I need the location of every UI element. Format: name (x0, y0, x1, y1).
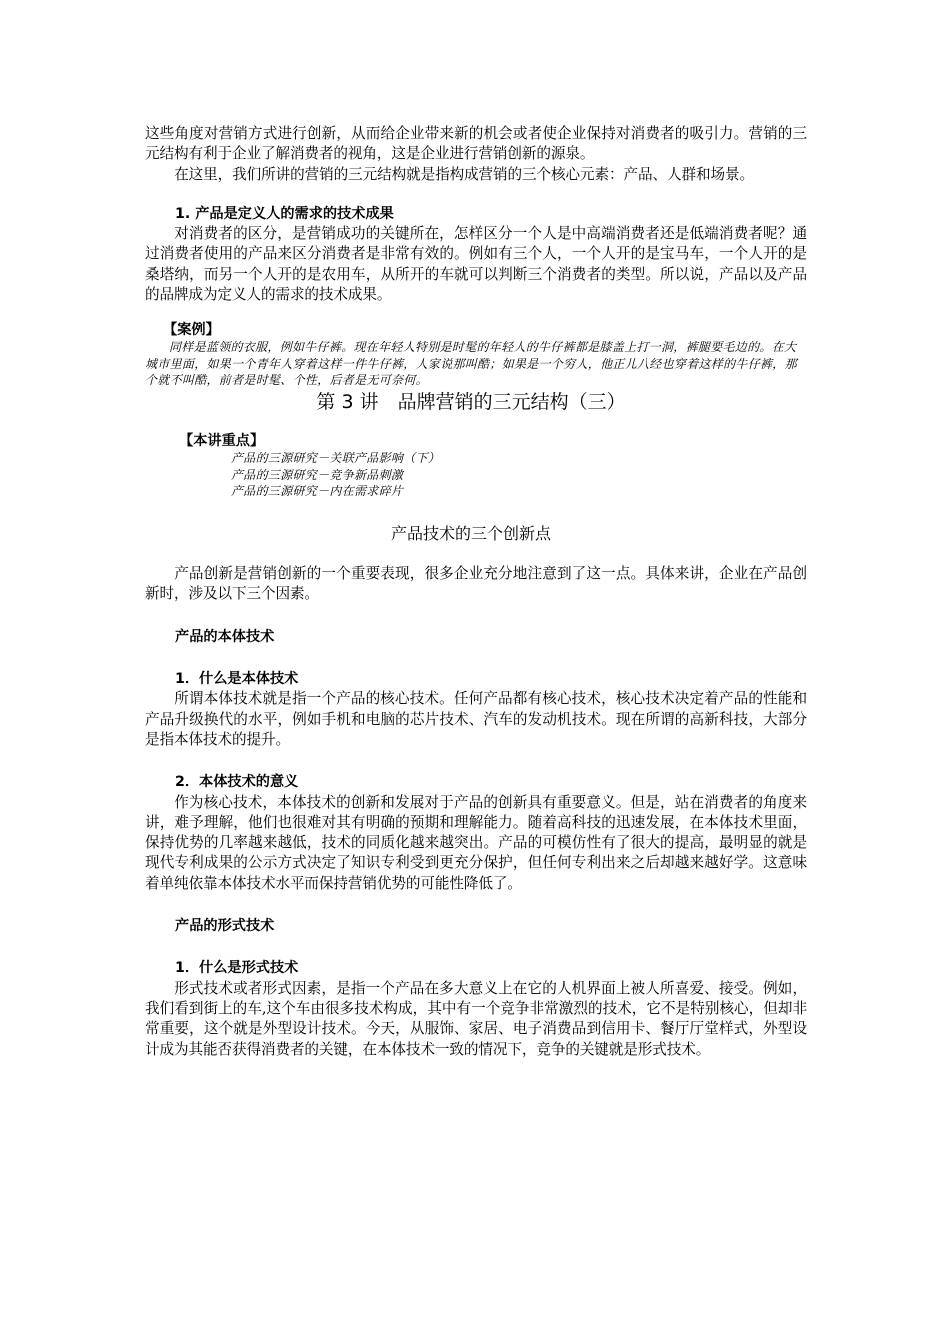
paragraph-consumer-distinction: 对消费者的区分，是营销成功的关键所在，怎样区分一个人是中高端消费者还是低端消费者呢？通过消费者使用的产品来区分消费者是非常有效的。例如有三个人，一个人开的是宝马车，一个人开的是桑塔纳，而另一个人开的是农用车，从所开的车就可以判断三个消费者的类型。所以说，产品以及产品的品牌成为定义人的需求的技术成果。 (145, 225, 807, 304)
section-title: 产品技术的三个创新点 (390, 524, 551, 544)
key-point-item: 产品的三源研究－关联产品影响（下） (231, 451, 441, 466)
paragraph-core-technology-significance: 作为核心技术，本体技术的创新和发展对于产品的创新具有重要意义。但是，站在消费者的角度来讲，难予理解，他们也很难对其有明确的预期和理解能力。随着高科技的迅速发展，在本体技术里面，保持优势的几率越来越低，技术的同质化越来越突出。产品的可模仿性有了很大的提高，最明显的就是现代专利成果的公示方式决定了知识专利受到更充分保护，但任何专利出来之后却越来越好学。这意味着单纯依靠本体技术水平而保持营销优势的可能性降低了。 (145, 793, 807, 892)
heading-what-is-form-technology: 1．什么是形式技术 (175, 960, 299, 977)
section-intro-paragraph: 产品创新是营销创新的一个重要表现，很多企业充分地注意到了这一点。具体来讲，企业在产品创新时，涉及以下三个因素。 (145, 565, 807, 603)
subsection-form-technology-title: 产品的形式技术 (175, 918, 275, 935)
document-content (145, 124, 807, 1060)
key-point-item: 产品的三源研究－竞争新品刺激 (231, 467, 404, 482)
key-points-label: 【本讲重点】 (179, 433, 265, 450)
case-label: 【案例】 (163, 322, 220, 339)
paragraph-core-technology-definition: 所谓本体技术就是指一个产品的核心技术。任何产品都有核心技术，核心技术决定着产品的性能和产品升级换代的水平，例如手机和电脑的芯片技术、汽车的发动机技术。现在所谓的高新科技，大部分是指本体技术的提升。 (145, 690, 807, 748)
paragraph-form-technology-definition: 形式技术或者形式因素，是指一个产品在多大意义上在它的人机界面上被人所喜爱、接受。例如，我们看到街上的车,这个车由很多技术构成，其中有一个竞争非常激烈的技术，它不是特别核心，但却非常重要，这个就是外型设计技术。今天，从服饰、家居、电子消费品到信用卡、餐厅厅堂样式，外型设计成为其能否获得消费者的关键，在本体技术一致的情况下，竞争的关键就是形式技术。 (145, 979, 807, 1058)
lecture-title: 第 3 讲 品牌营销的三元结构（三） (316, 391, 626, 414)
subsection-core-technology-title: 产品的本体技术 (175, 628, 275, 645)
case-text: 同样是蓝领的衣服，例如牛仔裤。现在年轻人特别是时髦的年轻人的牛仔裤都是膝盖上打一洞，裤腿要毛边的。在大城市里面，如果一个青年人穿着这样一件牛仔裤，人家说那叫酷；如果是一个穷人，他正儿八经也穿着这样的牛仔裤，那个就不叫酷，前者是时髦、个性，后者是无可奈何。 (145, 340, 797, 387)
intro-paragraph-1: 这些角度对营销方式进行创新，从而给企业带来新的机会或者使企业保持对消费者的吸引力。营销的三元结构有利于企业了解消费者的视角，这是企业进行营销创新的源泉。 (145, 125, 807, 163)
heading-product-defines-need: 1. 产品是定义人的需求的技术成果 (175, 205, 394, 222)
intro-paragraph-2: 在这里，我们所讲的营销的三元结构就是指构成营销的三个核心元素：产品、人群和场景。 (174, 165, 754, 183)
key-point-item: 产品的三源研究－内在需求碎片 (231, 483, 404, 498)
heading-core-technology-significance: 2．本体技术的意义 (175, 774, 299, 791)
heading-what-is-core-technology: 1．什么是本体技术 (175, 671, 299, 688)
